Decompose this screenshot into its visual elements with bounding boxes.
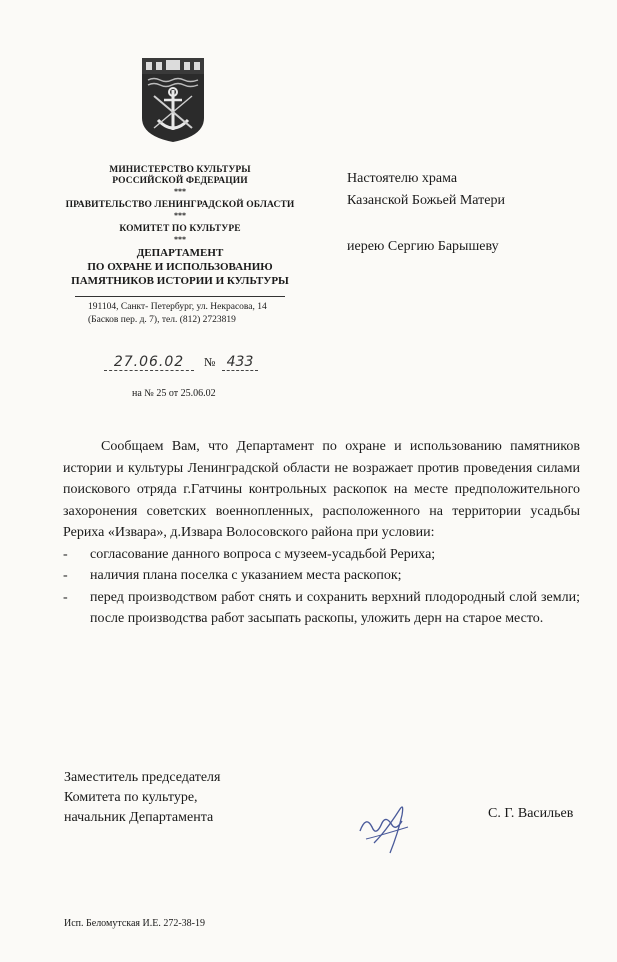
- government-line: ПРАВИТЕЛЬСТВО ЛЕНИНГРАДСКОЙ ОБЛАСТИ: [65, 200, 295, 210]
- number-sign: №: [204, 355, 216, 369]
- signatory-title-line-1: Заместитель председателя: [64, 770, 221, 785]
- letterhead-divider: [75, 296, 285, 297]
- list-item: [63, 544, 580, 566]
- department-line-3: ПАМЯТНИКОВ ИСТОРИИ И КУЛЬТУРЫ: [71, 275, 289, 287]
- addressee: [347, 168, 505, 258]
- separator-stars: ***: [174, 187, 186, 196]
- addressee-name: иерею Сергию Барышеву: [347, 239, 499, 254]
- registration-number: 433: [222, 354, 258, 371]
- reference-line: на № 25 от 25.06.02: [132, 388, 216, 399]
- department-line-2: ПО ОХРАНЕ И ИСПОЛЬЗОВАНИЮ: [87, 261, 273, 273]
- addressee-line-1: Настоятелю храма: [347, 171, 458, 186]
- signatory-name: С. Г. Васильев: [488, 806, 574, 821]
- signatory-title-line-3: начальник Департамента: [64, 810, 214, 825]
- list-item-text: перед производством работ снять и сохранить верхний плодородный слой земли; после производства работ засыпать раскопы, уложить дерн на старое место.: [90, 589, 580, 626]
- separator-stars: ***: [174, 235, 186, 244]
- ministry-line-2: РОССИЙСКОЙ ФЕДЕРАЦИИ: [112, 176, 248, 186]
- committee-line: КОМИТЕТ ПО КУЛЬТУРЕ: [119, 224, 241, 234]
- registration-date: 27.06.02: [104, 354, 194, 371]
- address-line-2: (Басков пер. д. 7), тел. (812) 2723819: [88, 315, 236, 325]
- ministry-line-1: МИНИСТЕРСТВО КУЛЬТУРЫ: [109, 165, 251, 175]
- department-line-1: ДЕПАРТАМЕНТ: [136, 247, 224, 259]
- addressee-line-2: Казанской Божьей Матери: [347, 193, 505, 208]
- list-item-text: наличия плана поселка с указанием места раскопок;: [90, 568, 402, 583]
- letter-body: [63, 436, 580, 630]
- list-dash: -: [63, 589, 68, 605]
- signatory-title: [64, 768, 220, 828]
- list-dash: -: [63, 568, 68, 583]
- list-dash: -: [63, 546, 68, 562]
- executor-note: Исп. Беломутская И.Е. 272-38-19: [64, 918, 205, 929]
- list-item: [63, 587, 580, 630]
- coat-of-arms-icon: [140, 56, 206, 144]
- list-item-text: согласование данного вопроса с музеем-усадьбой Рериха;: [90, 546, 436, 562]
- body-paragraph: Сообщаем Вам, что Департамент по охране и использованию памятников истории и культуры Ленинградской области не возражает против проведения силами поискового отряда г.Гатчины контрольных раскопок на месте предположительного захоронения советских военнопленных, расположенного на территории усадьбы Рериха «Извара», д.Извара Волосовского района при условии:: [63, 439, 580, 540]
- signatory-title-line-2: Комитета по культуре,: [64, 790, 198, 805]
- separator-stars: ***: [174, 211, 186, 220]
- letterhead: [60, 165, 300, 327]
- handwritten-signature: [352, 797, 422, 857]
- registration-line: [96, 354, 266, 374]
- list-item: [63, 565, 580, 587]
- conditions-list: [63, 544, 580, 630]
- address-line-1: 191104, Санкт- Петербург, ул. Некрасова, 14: [88, 302, 267, 312]
